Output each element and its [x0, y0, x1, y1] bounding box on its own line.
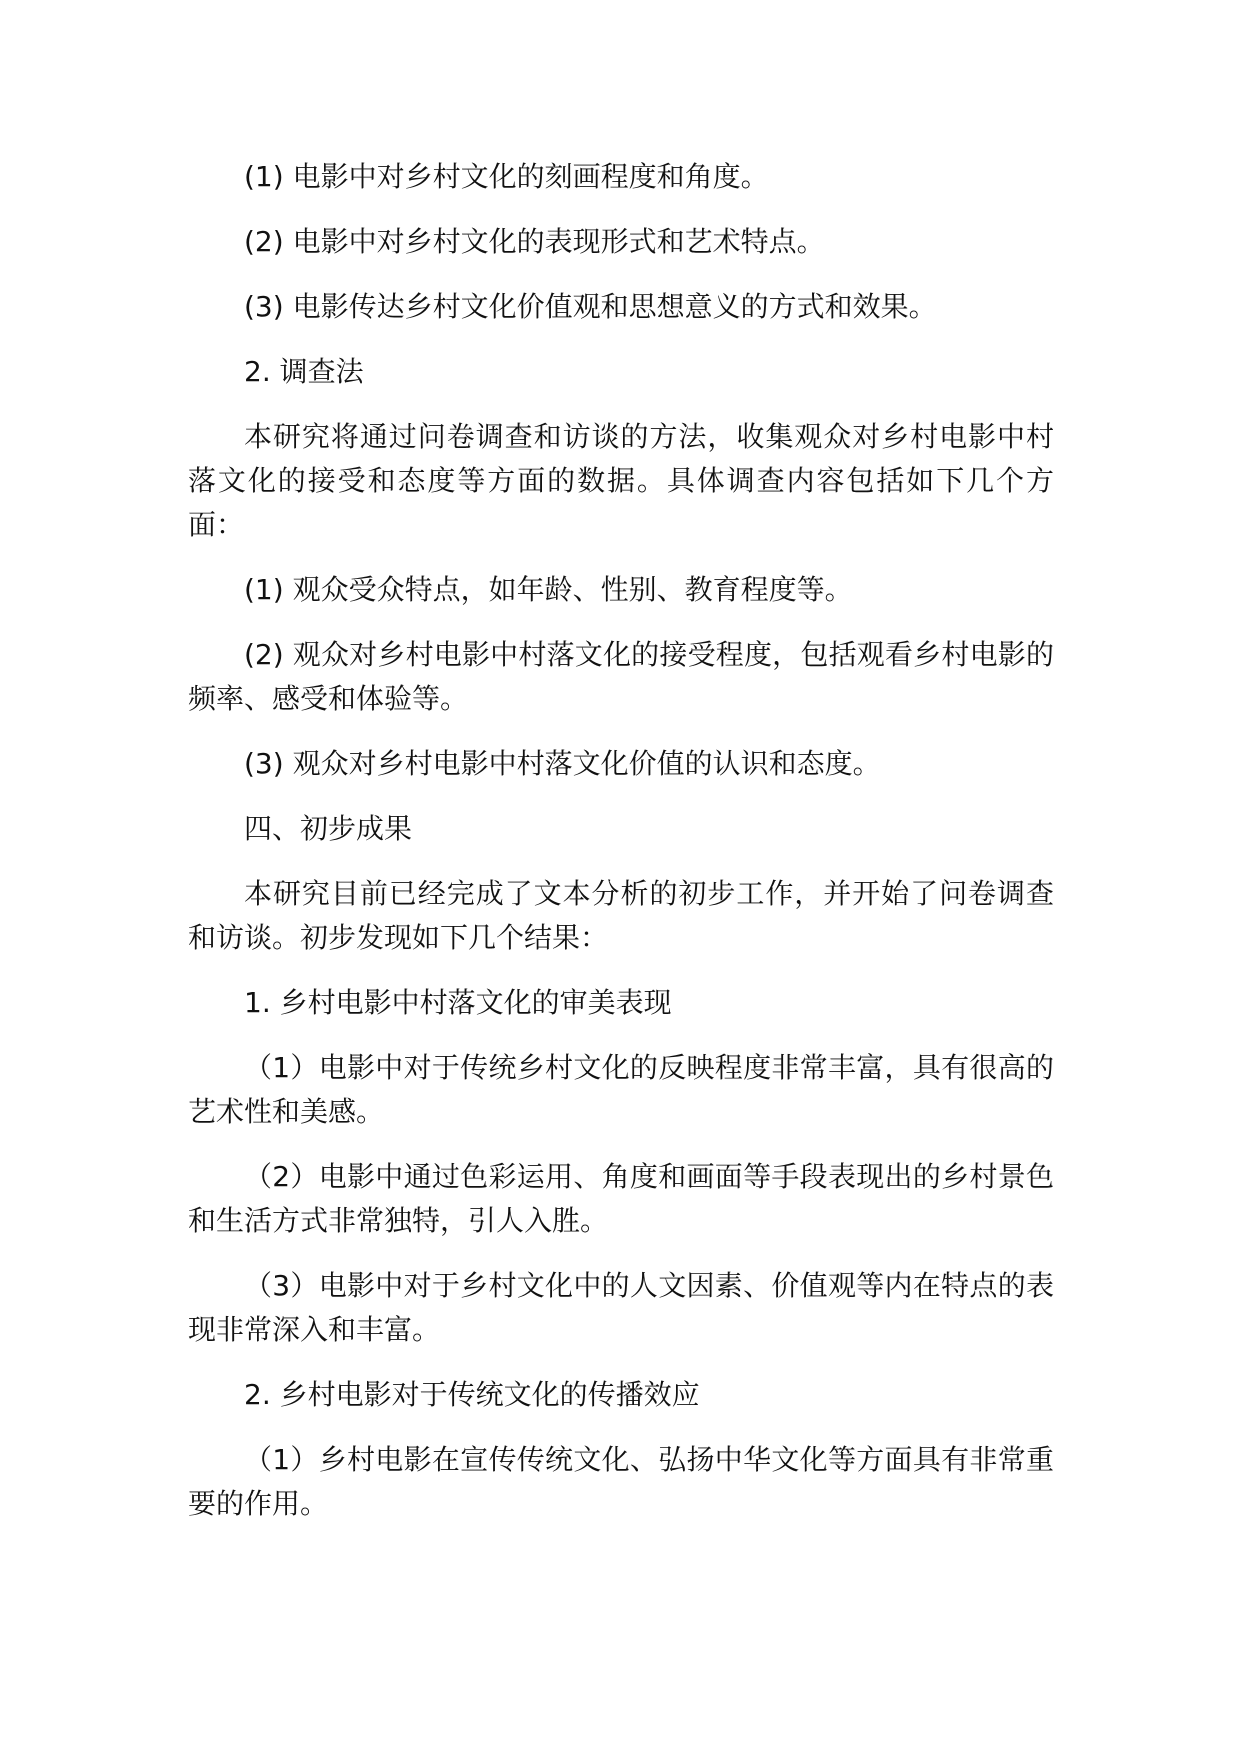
list-item: (3) 观众对乡村电影中村落文化价值的认识和态度。	[244, 747, 881, 780]
list-item: （2）电影中通过色彩运用、角度和画面等手段表现出的乡村景色和生活方式非常独特，引人入胜。	[188, 1160, 1054, 1237]
list-item: （1）电影中对于传统乡村文化的反映程度非常丰富，具有很高的艺术性和美感。	[188, 1051, 1054, 1128]
section-heading: 四、初步成果	[244, 812, 413, 845]
body-paragraph: 本研究目前已经完成了文本分析的初步工作，并开始了问卷调查和访谈。初步发现如下几个结果：	[188, 877, 1054, 954]
document-body	[188, 155, 1054, 1547]
list-item: （3）电影中对于乡村文化中的人文因素、价值观等内在特点的表现非常深入和丰富。	[188, 1269, 1054, 1346]
section-heading: 2. 调查法	[244, 355, 364, 388]
list-item: (2) 观众对乡村电影中村落文化的接受程度，包括观看乡村电影的频率、感受和体验等。	[188, 638, 1054, 715]
subsection-heading: 2. 乡村电影对于传统文化的传播效应	[244, 1378, 700, 1411]
list-item: (2) 电影中对乡村文化的表现形式和艺术特点。	[244, 225, 825, 258]
list-item: (1) 电影中对乡村文化的刻画程度和角度。	[244, 160, 769, 193]
body-paragraph: 本研究将通过问卷调查和访谈的方法，收集观众对乡村电影中村落文化的接受和态度等方面的数据。具体调查内容包括如下几个方面：	[188, 420, 1054, 541]
list-item: （1）乡村电影在宣传传统文化、弘扬中华文化等方面具有非常重要的作用。	[188, 1443, 1054, 1520]
list-item: (3) 电影传达乡村文化价值观和思想意义的方式和效果。	[244, 290, 937, 323]
subsection-heading: 1. 乡村电影中村落文化的审美表现	[244, 986, 672, 1019]
list-item: (1) 观众受众特点，如年龄、性别、教育程度等。	[244, 573, 853, 606]
